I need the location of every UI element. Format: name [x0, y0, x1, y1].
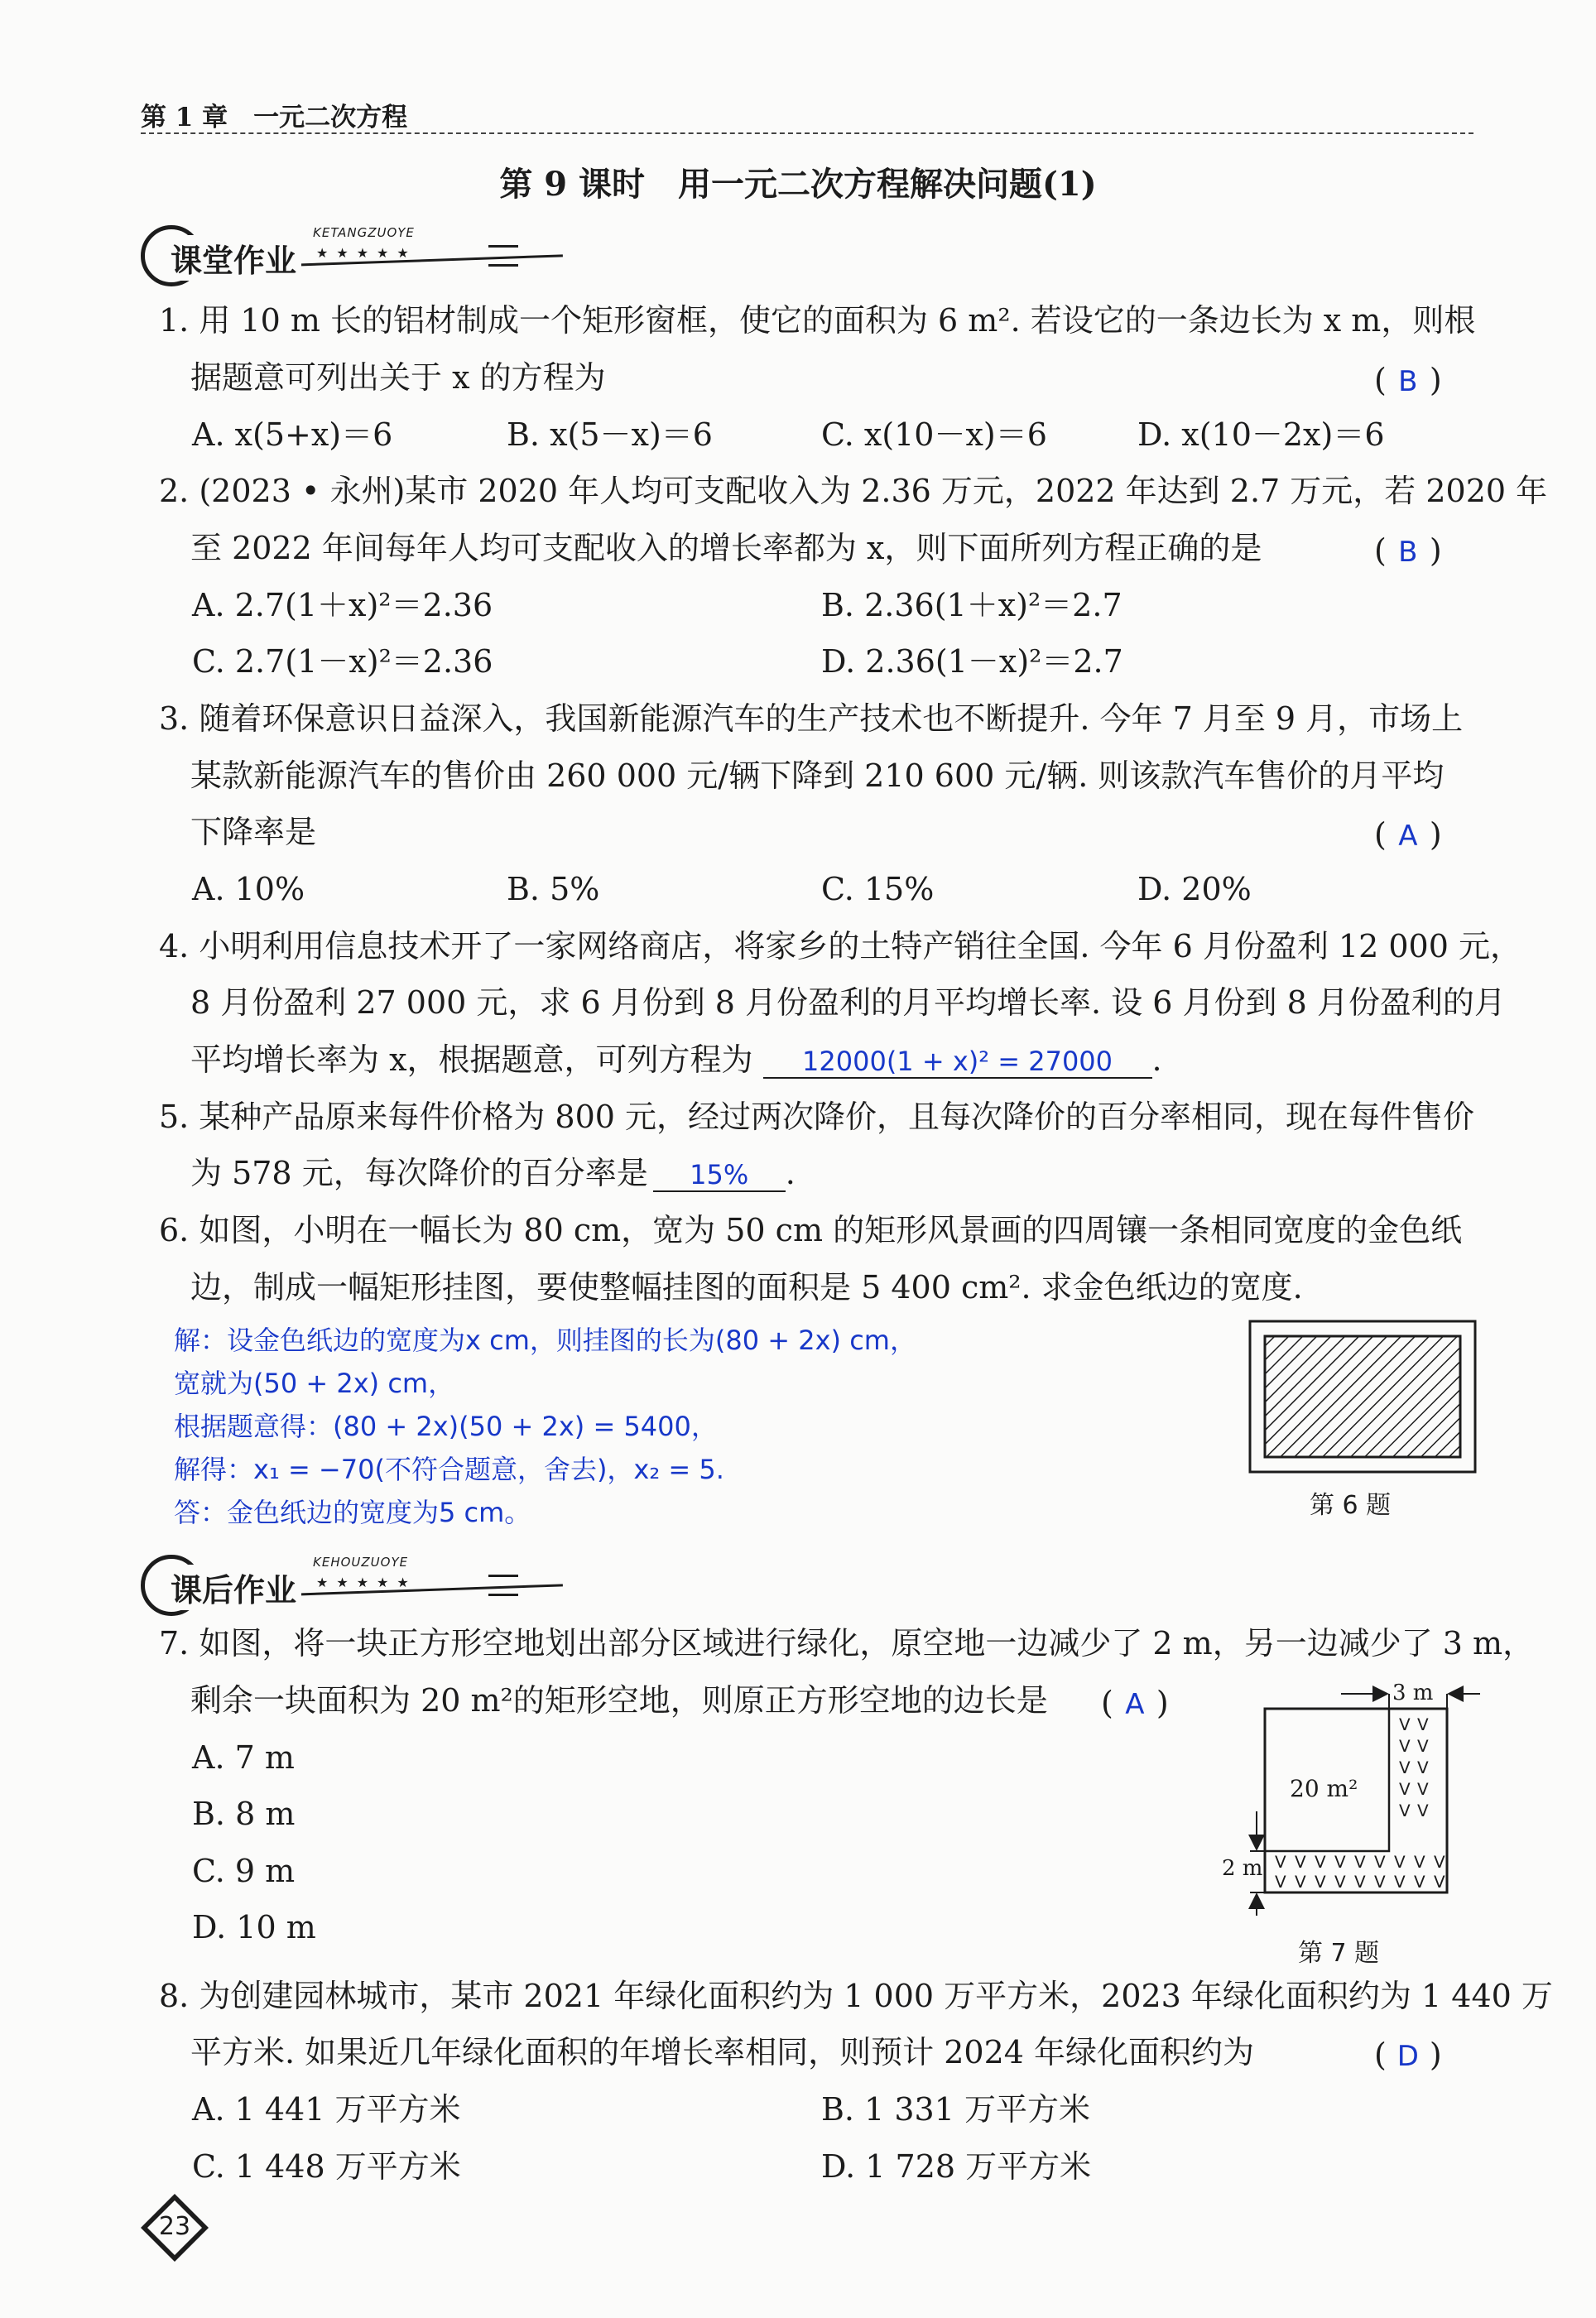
grass-mark: ᐯ	[1275, 1872, 1286, 1892]
option-d: D. 2.36(1－x)²＝2.7	[821, 643, 1123, 680]
grass-mark: ᐯ	[1417, 1758, 1429, 1777]
badge-lines-icon	[488, 245, 518, 267]
choice-answer: D	[1396, 2040, 1419, 2073]
solution-line: 解：设金色纸边的宽度为x cm，则挂图的长为(80 + 2x) cm，	[174, 1325, 916, 1356]
option-a: A. 1 441 万平方米	[192, 2091, 461, 2128]
answer-paren: ( B )	[1374, 362, 1442, 398]
section-stars: ★★★★★	[316, 245, 417, 261]
question-text: 2. (2023 • 永州)某市 2020 年人均可支配收入为 2.36 万元，2022 年达到 2.7 万元，若 2020 年	[159, 473, 1548, 509]
option-c: C. 1 448 万平方米	[192, 2148, 461, 2185]
option-b: B. 5%	[507, 871, 600, 907]
option-b: B. x(5－x)＝6	[507, 416, 713, 453]
grass-mark: ᐯ	[1399, 1758, 1411, 1777]
option-d: D. 1 728 万平方米	[821, 2148, 1092, 2185]
grass-mark: ᐯ	[1275, 1852, 1286, 1872]
question-text: 8. 为创建园林城市，某市 2021 年绿化面积约为 1 000 万平方米，2023 年绿化面积约为 1 440 万	[159, 1978, 1553, 2014]
section-label: 课后作业	[166, 1565, 301, 1610]
option-c: C. x(10－x)＝6	[821, 416, 1047, 453]
solution-line: 答：金色纸边的宽度为5 cm。	[174, 1497, 531, 1528]
page-number-badge	[139, 2192, 210, 2263]
framed-picture-figure	[1248, 1320, 1477, 1474]
question-text: 某款新能源汽车的售价由 260 000 元/辆下降到 210 600 元/辆. 则该款汽车售价的月平均	[190, 757, 1445, 794]
greening-marks	[1275, 1714, 1445, 1892]
period: .	[1151, 1041, 1162, 1078]
question-text	[190, 1041, 1162, 1079]
question-text: 据题意可列出关于 x 的方程为	[190, 359, 606, 396]
option-b: B. 2.36(1＋x)²＝2.7	[821, 587, 1122, 623]
grass-mark: ᐯ	[1295, 1852, 1306, 1872]
header-divider	[141, 132, 1473, 134]
option-b: B. 8 m	[192, 1796, 296, 1832]
choice-answer: B	[1398, 365, 1418, 398]
grass-mark: ᐯ	[1334, 1872, 1346, 1892]
grass-mark: ᐯ	[1417, 1714, 1429, 1734]
grass-mark: ᐯ	[1295, 1872, 1306, 1892]
grass-mark: ᐯ	[1414, 1852, 1425, 1872]
option-c: C. 9 m	[192, 1853, 296, 1889]
choice-answer: A	[1125, 1688, 1145, 1721]
question-text: 1. 用 10 m 长的铝材制成一个矩形窗框，使它的面积为 6 m². 若设它的一条边长为 x m，则根	[159, 302, 1476, 339]
solution-line: 解得：x₁ = −70(不符合题意，舍去)，x₂ = 5.	[174, 1454, 724, 1485]
grass-mark: ᐯ	[1374, 1872, 1386, 1892]
grass-mark: ᐯ	[1434, 1872, 1445, 1892]
question-text: 平均增长率为 x，根据题意，可列方程为	[190, 1041, 753, 1078]
answer-paren: ( A )	[1101, 1685, 1169, 1721]
answer-blank: 12000(1 + x)² = 27000	[763, 1046, 1152, 1079]
grass-mark: ᐯ	[1417, 1736, 1429, 1756]
area-label: 20 m²	[1290, 1775, 1358, 1802]
chapter-header: 第 1 章 一元二次方程	[141, 103, 408, 132]
grass-mark: ᐯ	[1394, 1872, 1406, 1892]
figure-caption: 第 6 题	[1310, 1491, 1392, 1520]
grass-mark: ᐯ	[1374, 1852, 1386, 1872]
section-stars: ★★★★★	[316, 1575, 417, 1590]
question-text: 6. 如图，小明在一幅长为 80 cm，宽为 50 cm 的矩形风景画的四周镶一条相同宽度的金色纸	[159, 1212, 1463, 1248]
section-pinyin: KEHOUZUOYE	[313, 1555, 409, 1570]
answer-paren: ( B )	[1374, 532, 1442, 569]
question-text	[190, 1157, 796, 1192]
question-text: 7. 如图，将一块正方形空地划出部分区域进行绿化，原空地一边减少了 2 m，另一边减少了 3 m，	[159, 1625, 1535, 1662]
grass-mark: ᐯ	[1399, 1801, 1411, 1820]
period: .	[785, 1155, 796, 1191]
grass-mark: ᐯ	[1434, 1852, 1445, 1872]
option-c: C. 15%	[821, 871, 935, 907]
dimension-label-2m: 2 m	[1222, 1856, 1263, 1881]
section-badge-classwork	[141, 217, 522, 291]
option-b: B. 1 331 万平方米	[821, 2091, 1090, 2128]
section-label: 课堂作业	[166, 235, 301, 281]
choice-answer: B	[1398, 536, 1418, 569]
question-text: 下降率是	[190, 814, 317, 850]
option-a: A. x(5+x)＝6	[192, 416, 393, 453]
grass-mark: ᐯ	[1354, 1872, 1366, 1892]
grass-mark: ᐯ	[1354, 1852, 1366, 1872]
answer-paren: ( D )	[1374, 2037, 1442, 2073]
question-text: 至 2022 年间每年人均可支配收入的增长率都为 x，则下面所列方程正确的是	[190, 530, 1262, 566]
option-d: D. x(10－2x)＝6	[1137, 416, 1385, 453]
option-d: D. 20%	[1137, 871, 1252, 907]
question-text: 8 月份盈利 27 000 元，求 6 月份到 8 月份盈利的月平均增长率. 设 6 月份到 8 月份盈利的月	[190, 984, 1506, 1021]
option-c: C. 2.7(1－x)²＝2.36	[192, 643, 493, 680]
grass-mark: ᐯ	[1315, 1852, 1326, 1872]
choice-answer: A	[1398, 820, 1418, 853]
grass-mark: ᐯ	[1394, 1852, 1406, 1872]
option-d: D. 10 m	[192, 1909, 316, 1945]
question-text: 4. 小明利用信息技术开了一家网络商店，将家乡的土特产销往全国. 今年 6 月份盈利 12 000 元，	[159, 928, 1521, 964]
grass-mark: ᐯ	[1414, 1872, 1425, 1892]
grass-mark: ᐯ	[1334, 1852, 1346, 1872]
section-pinyin: KETANGZUOYE	[313, 225, 415, 240]
option-a: A. 7 m	[192, 1739, 295, 1776]
question-text: 为 578 元，每次降价的百分率是	[190, 1155, 648, 1191]
section-badge-homework	[141, 1546, 522, 1621]
grass-mark: ᐯ	[1399, 1714, 1411, 1734]
dimension-label-3m: 3 m	[1392, 1681, 1434, 1705]
grass-mark: ᐯ	[1315, 1872, 1326, 1892]
question-text: 边，制成一幅矩形挂图，要使整幅挂图的面积是 5 400 cm². 求金色纸边的宽度.	[190, 1269, 1303, 1306]
option-a: A. 2.7(1＋x)²＝2.36	[192, 587, 493, 623]
answer-blank: 15%	[653, 1160, 786, 1192]
solution-line: 宽就为(50 + 2x) cm，	[174, 1368, 455, 1399]
solution-line: 根据题意得：(80 + 2x)(50 + 2x) = 5400，	[174, 1411, 718, 1442]
grass-mark: ᐯ	[1417, 1801, 1429, 1820]
question-text: 剩余一块面积为 20 m²的矩形空地，则原正方形空地的边长是	[190, 1682, 1048, 1719]
page-number: 23	[158, 2212, 191, 2241]
answer-paren: ( A )	[1374, 816, 1442, 853]
figure-caption: 第 7 题	[1298, 1939, 1380, 1968]
badge-lines-icon	[488, 1575, 518, 1596]
option-a: A. 10%	[192, 871, 305, 907]
question-text: 5. 某种产品原来每件价格为 800 元，经过两次降价，且每次降价的百分率相同，现在每件售价	[159, 1099, 1475, 1135]
lesson-title: 第 9 课时 用一元二次方程解决问题(1)	[499, 165, 1097, 204]
question-text: 3. 随着环保意识日益深入，我国新能源汽车的生产技术也不断提升. 今年 7 月至 9 月，市场上	[159, 700, 1464, 737]
grass-mark: ᐯ	[1399, 1736, 1411, 1756]
grass-mark: ᐯ	[1399, 1779, 1411, 1799]
grass-mark: ᐯ	[1417, 1779, 1429, 1799]
question-text: 平方米. 如果近几年绿化面积的年增长率相同，则预计 2024 年绿化面积约为	[190, 2034, 1255, 2070]
